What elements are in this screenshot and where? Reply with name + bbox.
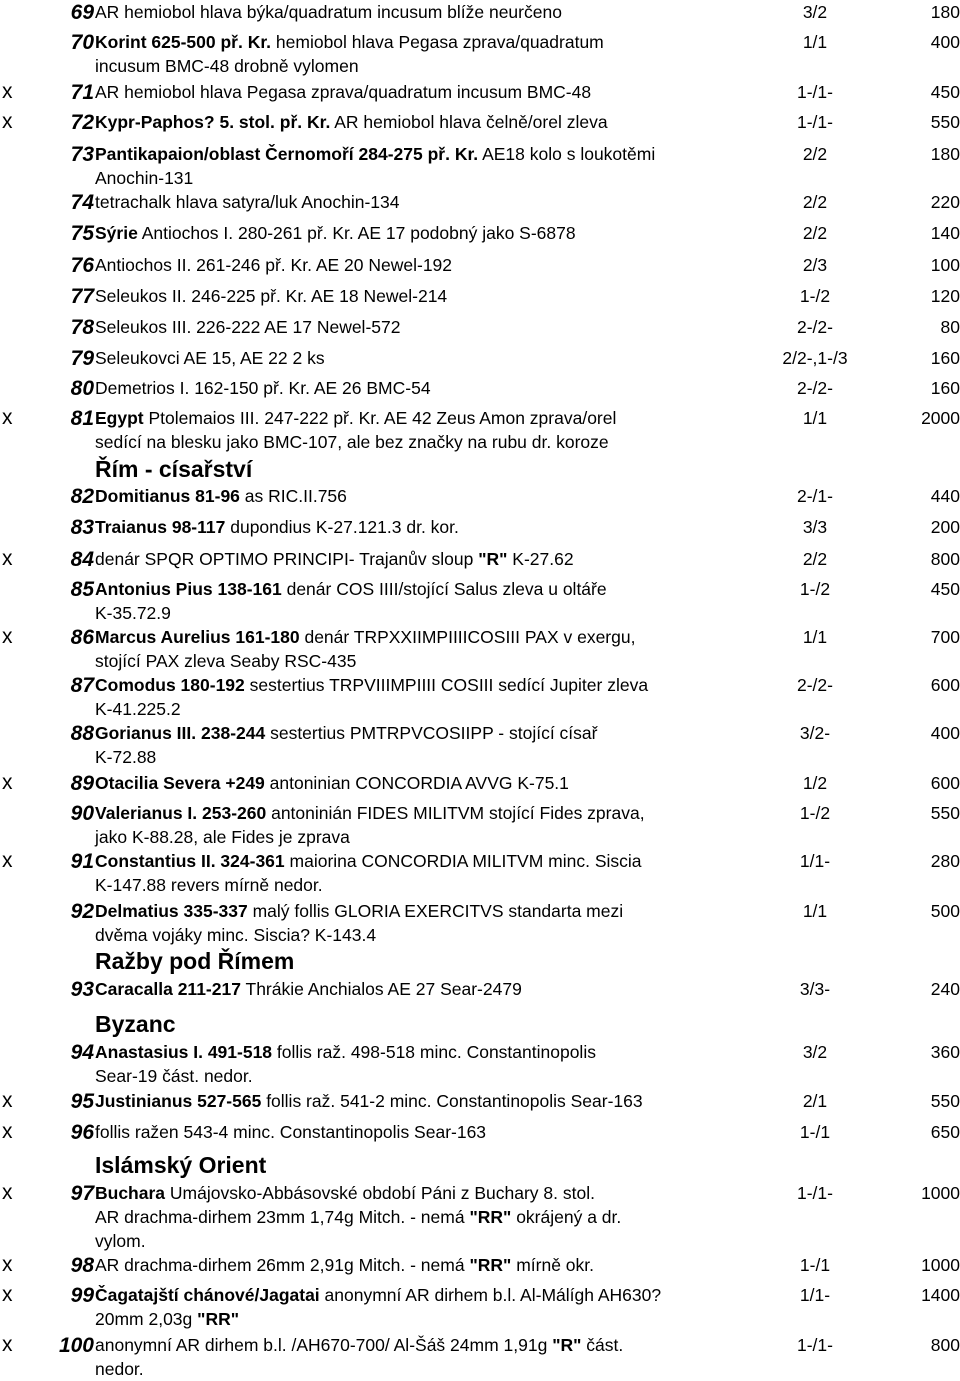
description-bold-text: Antonius Pius 138-161	[95, 579, 282, 599]
item-description	[95, 625, 795, 673]
description-line	[95, 80, 795, 104]
section-heading: Byzanc	[95, 1011, 176, 1037]
item-number: 86	[70, 626, 94, 649]
description-text: K-72.88	[95, 747, 157, 767]
description-text: malý follis GLORIA EXERCITVS standarta mezi	[247, 901, 624, 921]
description-line	[95, 577, 795, 601]
item-number: 74	[70, 191, 94, 214]
description-line	[95, 849, 795, 873]
item-number: 73	[70, 143, 94, 166]
description-bold-text: Kypr-Paphos? 5. stol. př. Kr.	[95, 112, 331, 132]
description-line	[95, 1307, 795, 1331]
description-text: anonymní AR dirhem b.l. /AH670-700/ Al-Šáš 24mm 1,91g	[95, 1335, 553, 1355]
item-grade: 1/2	[802, 773, 828, 793]
description-text: sestertius TRPVIIIMPIIII COSIII sedící Jupiter zleva	[244, 675, 649, 695]
selection-mark: x	[2, 1333, 13, 1356]
selection-mark: x	[2, 1181, 13, 1204]
item-description	[95, 1089, 795, 1113]
item-number: 91	[70, 850, 94, 873]
item-description	[95, 346, 795, 370]
description-text: antoninian CONCORDIA AVVG K-75.1	[264, 773, 569, 793]
description-text: AR hemiobol hlava býka/quadratum incusum blíže neurčeno	[95, 2, 562, 22]
description-text: Sear-19 část. nedor.	[95, 1066, 253, 1086]
item-price: 550	[930, 1091, 960, 1111]
description-text: dvěma vojáky minc. Siscia? K-143.4	[95, 925, 377, 945]
item-number: 93	[70, 978, 94, 1001]
description-text: follis ražen 543-4 minc. Constantinopolis Sear-163	[95, 1122, 487, 1142]
item-grade: 1/1-	[799, 1285, 831, 1305]
selection-mark: x	[2, 625, 13, 648]
item-number: 75	[70, 222, 94, 245]
description-text: as RIC.II.756	[239, 486, 347, 506]
section-heading: Ražby pod Římem	[95, 948, 295, 974]
description-line	[95, 1229, 795, 1253]
item-description	[95, 849, 795, 897]
item-number: 98	[70, 1254, 94, 1277]
description-text: vylom.	[95, 1231, 146, 1251]
item-number: 78	[70, 316, 94, 339]
item-price: 600	[930, 773, 960, 793]
description-line	[95, 221, 795, 245]
item-grade: 3/3-	[799, 979, 831, 999]
item-price: 550	[930, 803, 960, 823]
description-line	[95, 515, 795, 539]
description-line	[95, 601, 795, 625]
description-line	[95, 923, 795, 947]
item-description	[95, 406, 795, 454]
item-number: 88	[70, 722, 94, 745]
description-text: Demetrios I. 162-150 př. Kr. AE 26 BMC-54	[95, 378, 431, 398]
description-line	[95, 649, 795, 673]
item-number: 76	[70, 254, 94, 277]
item-price: 800	[930, 549, 960, 569]
item-grade: 2/3	[802, 255, 828, 275]
description-text: Seleukos II. 246-225 př. Kr. AE 18 Newel-214	[95, 286, 448, 306]
item-price: 100	[930, 255, 960, 275]
description-bold-text: Delmatius 335-337	[95, 901, 248, 921]
description-text: K-41.225.2	[95, 699, 181, 719]
description-text: hemiobol hlava Pegasa zprava/quadratum	[271, 32, 604, 52]
selection-mark: x	[2, 849, 13, 872]
item-price: 400	[930, 32, 960, 52]
item-grade: 2/2-,1-/3	[782, 348, 848, 368]
selection-mark: x	[2, 1253, 13, 1276]
item-description	[95, 1253, 795, 1277]
item-price: 160	[930, 378, 960, 398]
item-grade: 3/2	[802, 1042, 828, 1062]
item-description	[95, 142, 795, 190]
description-line	[95, 190, 795, 214]
description-bold-text: Marcus Aurelius 161-180	[95, 627, 300, 647]
description-text: Antiochos II. 261-246 př. Kr. AE 20 Newel-192	[95, 255, 453, 275]
description-bold-text: Gorianus III. 238-244	[95, 723, 266, 743]
item-description	[95, 376, 795, 400]
item-grade: 1/1	[802, 901, 828, 921]
item-price: 120	[930, 286, 960, 306]
description-bold-text: "RR"	[197, 1309, 240, 1329]
item-number: 72	[70, 111, 94, 134]
item-description	[95, 1283, 795, 1331]
item-grade: 2-/2-	[797, 378, 833, 398]
description-line	[95, 1064, 795, 1088]
item-grade: 1-/2	[799, 579, 831, 599]
description-text: incusum BMC-48 drobně vylomen	[95, 56, 359, 76]
item-grade: 2/1	[802, 1091, 828, 1111]
item-number: 95	[70, 1090, 94, 1113]
description-line	[95, 547, 795, 571]
description-bold-text: Sýrie	[95, 223, 138, 243]
item-number: 96	[70, 1121, 94, 1144]
selection-mark: x	[2, 406, 13, 429]
item-description	[95, 771, 795, 795]
item-price: 800	[930, 1335, 960, 1355]
description-line	[95, 54, 795, 78]
item-grade: 1-/2	[799, 286, 831, 306]
selection-mark: x	[2, 110, 13, 133]
item-price: 160	[930, 348, 960, 368]
description-bold-text: "R"	[478, 549, 508, 569]
item-grade: 2-/1-	[797, 486, 833, 506]
item-price: 180	[930, 144, 960, 164]
description-bold-text: Justinianus 527-565	[95, 1091, 262, 1111]
item-price: 600	[930, 675, 960, 695]
item-number: 99	[70, 1284, 94, 1307]
item-number: 77	[70, 285, 94, 308]
description-bold-text: Anastasius I. 491-518	[95, 1042, 273, 1062]
description-text: follis raž. 498-518 minc. Constantinopolis	[272, 1042, 596, 1062]
description-line	[95, 1205, 795, 1229]
description-text: denár TRPXXIIMPIIIICOSIII PAX v exergu,	[299, 627, 636, 647]
item-grade: 3/2	[802, 2, 828, 22]
item-grade: 2-/2-	[797, 675, 833, 695]
item-description	[95, 515, 795, 539]
description-line	[95, 721, 795, 745]
item-grade: 2/2	[802, 549, 828, 569]
description-line	[95, 110, 795, 134]
description-line	[95, 745, 795, 769]
description-text: AR drachma-dirhem 23mm 1,74g Mitch. - nemá	[95, 1207, 470, 1227]
description-line	[95, 484, 795, 508]
item-price: 140	[930, 223, 960, 243]
description-bold-text: Pantikapaion/oblast Černomoří 284-275 př. Kr.	[95, 144, 479, 164]
item-grade: 3/3	[802, 517, 828, 537]
description-bold-text: Valerianus I. 253-260	[95, 803, 267, 823]
item-price: 700	[930, 627, 960, 647]
description-line	[95, 0, 795, 24]
description-line	[95, 1089, 795, 1113]
description-bold-text: "RR"	[469, 1255, 512, 1275]
item-price: 80	[940, 317, 960, 337]
description-text: Thrákie Anchialos AE 27 Sear-2479	[240, 979, 522, 999]
item-description	[95, 673, 795, 721]
description-line	[95, 253, 795, 277]
item-grade: 1-/2	[799, 803, 831, 823]
description-text: část.	[581, 1335, 624, 1355]
item-price: 240	[930, 979, 960, 999]
description-line	[95, 284, 795, 308]
item-number: 89	[70, 772, 94, 795]
item-price: 2000	[921, 408, 960, 428]
description-text: follis raž. 541-2 minc. Constantinopolis Sear-163	[261, 1091, 643, 1111]
description-line	[95, 1253, 795, 1277]
description-text: K-147.88 revers mírně nedor.	[95, 875, 323, 895]
item-description	[95, 547, 795, 571]
description-bold-text: Constantius II. 324-361	[95, 851, 285, 871]
description-bold-text: Traianus 98-117	[95, 517, 226, 537]
item-grade: 2/2	[802, 144, 828, 164]
item-number: 85	[70, 578, 94, 601]
selection-mark: x	[2, 80, 13, 103]
item-description	[95, 899, 795, 947]
description-bold-text: Comodus 180-192	[95, 675, 245, 695]
item-grade: 1-/1-	[797, 82, 833, 102]
item-grade: 3/2-	[799, 723, 831, 743]
item-grade: 1-/1-	[797, 1183, 833, 1203]
item-description	[95, 1040, 795, 1088]
item-number: 82	[70, 485, 94, 508]
item-number: 83	[70, 516, 94, 539]
item-price: 1000	[921, 1183, 960, 1203]
item-description	[95, 110, 795, 134]
description-bold-text: "RR"	[469, 1207, 512, 1227]
description-line	[95, 673, 795, 697]
description-line	[95, 1333, 795, 1357]
description-text: maiorina CONCORDIA MILITVM minc. Siscia	[284, 851, 642, 871]
item-grade: 2/2	[802, 223, 828, 243]
item-description	[95, 315, 795, 339]
description-line	[95, 142, 795, 166]
item-number: 71	[70, 81, 94, 104]
description-text: 20mm 2,03g	[95, 1309, 198, 1329]
description-text: denár COS IIII/stojící Salus zleva u oltáře	[281, 579, 607, 599]
item-number: 84	[70, 548, 94, 571]
description-line	[95, 1040, 795, 1064]
description-text: denár SPQR OPTIMO PRINCIPI- Trajanův sloup	[95, 549, 479, 569]
item-price: 200	[930, 517, 960, 537]
description-line	[95, 771, 795, 795]
description-bold-text: Buchara	[95, 1183, 166, 1203]
item-price: 500	[930, 901, 960, 921]
description-text: antoninián FIDES MILITVM stojící Fides zprava,	[266, 803, 645, 823]
item-description	[95, 484, 795, 508]
description-text: jako K-88.28, ale Fides je zprava	[95, 827, 350, 847]
item-description	[95, 253, 795, 277]
item-description	[95, 221, 795, 245]
description-line	[95, 1357, 795, 1381]
item-description	[95, 721, 795, 769]
item-number: 79	[70, 347, 94, 370]
item-price: 280	[930, 851, 960, 871]
description-text: tetrachalk hlava satyra/luk Anochin-134	[95, 192, 400, 212]
item-grade: 1-/1	[799, 1122, 831, 1142]
item-description	[95, 190, 795, 214]
description-line	[95, 376, 795, 400]
item-price: 450	[930, 82, 960, 102]
description-line	[95, 899, 795, 923]
description-text: sedící na blesku jako BMC-107, ale bez značky na rubu dr. koroze	[95, 432, 609, 452]
description-text: Ptolemaios III. 247-222 př. Kr. AE 42 Zeus Amon zprava/orel	[143, 408, 617, 428]
item-description	[95, 30, 795, 78]
description-text: sestertius PMTRPVCOSIIPP - stojící císař	[265, 723, 598, 743]
item-number: 90	[70, 802, 94, 825]
item-price: 450	[930, 579, 960, 599]
item-description	[95, 1120, 795, 1144]
description-text: stojící PAX zleva Seaby RSC-435	[95, 651, 357, 671]
description-text: dupondius K-27.121.3 dr. kor.	[225, 517, 459, 537]
item-grade: 1-/1-	[797, 112, 833, 132]
description-bold-text: Egypt	[95, 408, 144, 428]
item-description	[95, 1181, 795, 1253]
item-number: 100	[58, 1334, 94, 1357]
description-line	[95, 166, 795, 190]
description-line	[95, 825, 795, 849]
selection-mark: x	[2, 1120, 13, 1143]
description-bold-text: Otacilia Severa +249	[95, 773, 265, 793]
selection-mark: x	[2, 1089, 13, 1112]
selection-mark: x	[2, 771, 13, 794]
item-price: 1400	[921, 1285, 960, 1305]
item-number: 97	[70, 1182, 94, 1205]
item-price: 400	[930, 723, 960, 743]
item-description	[95, 977, 795, 1001]
item-number: 81	[70, 407, 94, 430]
description-text: K-35.72.9	[95, 603, 171, 623]
description-text: AR hemiobol hlava čelně/orel zleva	[330, 112, 608, 132]
description-bold-text: Domitianus 81-96	[95, 486, 240, 506]
description-line	[95, 697, 795, 721]
selection-mark: x	[2, 1283, 13, 1306]
description-text: Seleukovci AE 15, AE 22 2 ks	[95, 348, 325, 368]
section-heading: Islámský Orient	[95, 1152, 267, 1178]
item-description	[95, 577, 795, 625]
description-text: Seleukos III. 226-222 AE 17 Newel-572	[95, 317, 401, 337]
item-price: 440	[930, 486, 960, 506]
description-line	[95, 625, 795, 649]
section-heading: Řím - císařství	[95, 456, 253, 482]
description-text: AE18 kolo s loukotěmi	[478, 144, 656, 164]
item-number: 87	[70, 674, 94, 697]
description-line	[95, 346, 795, 370]
description-text: mírně okr.	[511, 1255, 594, 1275]
description-text: Antiochos I. 280-261 př. Kr. AE 17 podobný jako S-6878	[137, 223, 576, 243]
description-bold-text: Caracalla 211-217	[95, 979, 241, 999]
item-grade: 1/1	[802, 408, 828, 428]
item-grade: 1-/1	[799, 1255, 831, 1275]
item-price: 180	[930, 2, 960, 22]
item-description	[95, 0, 795, 24]
description-line	[95, 977, 795, 1001]
description-line	[95, 1120, 795, 1144]
description-line	[95, 1283, 795, 1307]
description-bold-text: Korint 625-500 př. Kr.	[95, 32, 272, 52]
description-line	[95, 873, 795, 897]
item-grade: 1/1-	[799, 851, 831, 871]
description-text: okrájený a dr.	[511, 1207, 622, 1227]
description-text: nedor.	[95, 1359, 144, 1379]
item-grade: 2/2	[802, 192, 828, 212]
description-bold-text: "R"	[552, 1335, 582, 1355]
description-text: anonymní AR dirhem b.l. Al-Málígh AH630?	[319, 1285, 662, 1305]
item-number: 94	[70, 1041, 94, 1064]
item-price: 220	[930, 192, 960, 212]
item-number: 80	[70, 377, 94, 400]
description-line	[95, 406, 795, 430]
item-number: 69	[70, 1, 94, 24]
item-grade: 1/1	[802, 627, 828, 647]
description-text: Umájovsko-Abbásovské období Páni z Buchary 8. stol.	[165, 1183, 595, 1203]
item-number: 70	[70, 31, 94, 54]
description-text: AR hemiobol hlava Pegasa zprava/quadratum incusum BMC-48	[95, 82, 592, 102]
description-text: Anochin-131	[95, 168, 194, 188]
item-grade: 1/1	[802, 32, 828, 52]
item-grade: 1-/1-	[797, 1335, 833, 1355]
description-line	[95, 430, 795, 454]
item-description	[95, 80, 795, 104]
item-description	[95, 284, 795, 308]
description-line	[95, 1181, 795, 1205]
item-price: 360	[930, 1042, 960, 1062]
description-text: K-27.62	[507, 549, 574, 569]
description-line	[95, 30, 795, 54]
item-number: 92	[70, 900, 94, 923]
description-line	[95, 315, 795, 339]
description-line	[95, 801, 795, 825]
item-grade: 2-/2-	[797, 317, 833, 337]
description-text: AR drachma-dirhem 26mm 2,91g Mitch. - nemá	[95, 1255, 470, 1275]
item-price: 550	[930, 112, 960, 132]
item-description	[95, 801, 795, 849]
item-price: 650	[930, 1122, 960, 1142]
description-bold-text: Čagatajští chánové/Jagatai	[95, 1285, 320, 1305]
item-price: 1000	[921, 1255, 960, 1275]
selection-mark: x	[2, 547, 13, 570]
